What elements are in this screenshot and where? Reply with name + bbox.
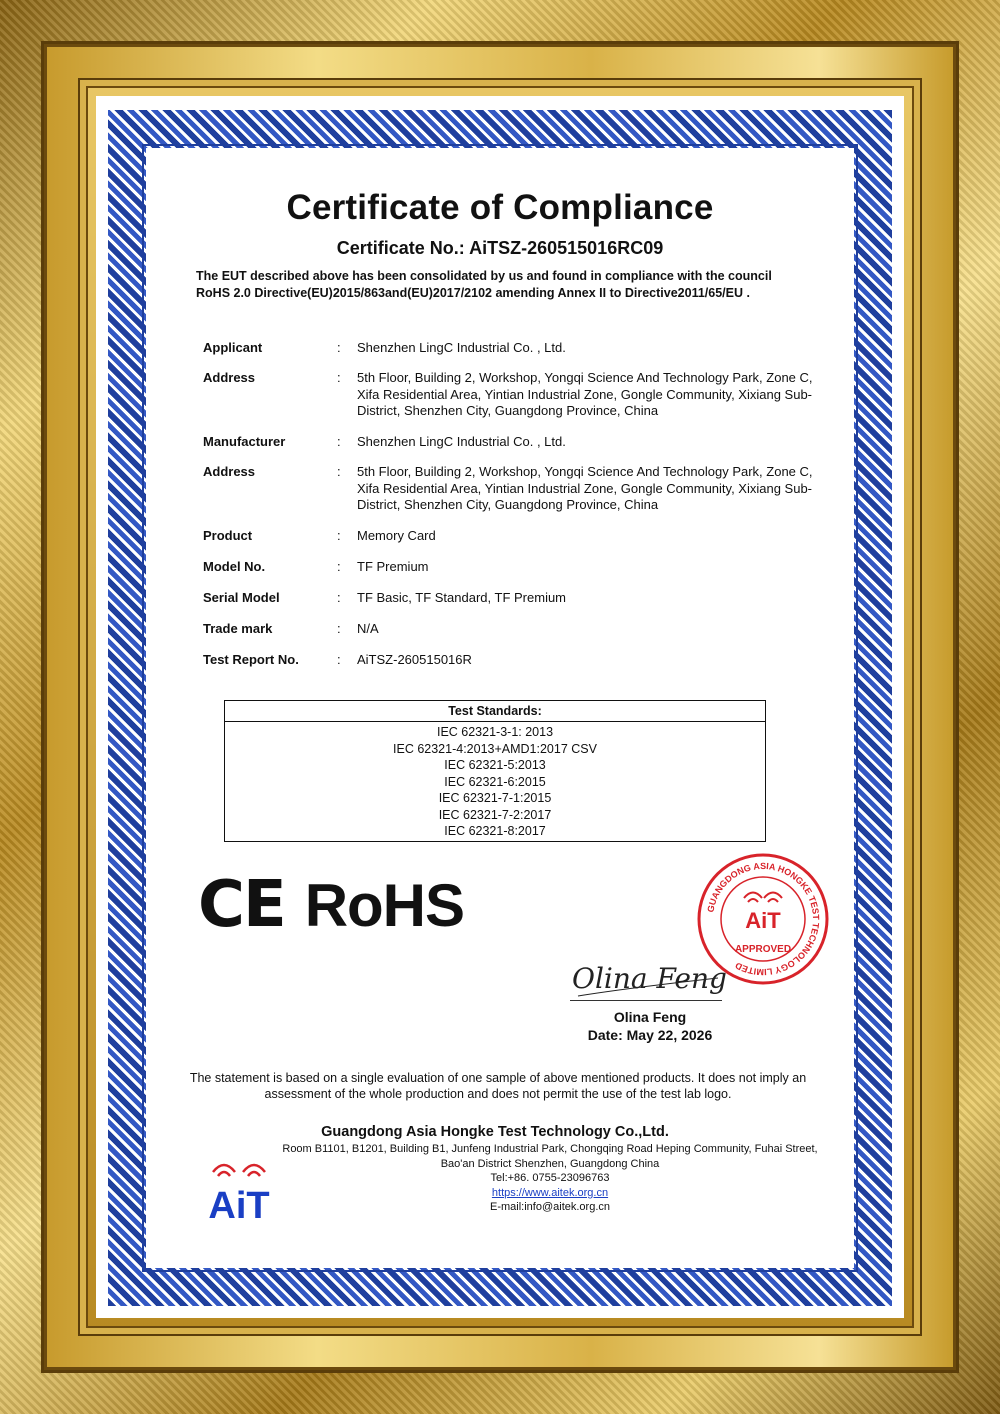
field-label: Manufacturer [203, 434, 286, 449]
field-label: Product [203, 528, 253, 543]
standard-item: IEC 62321-7-1:2015 [438, 791, 552, 805]
field-label: Applicant [203, 340, 263, 355]
signer-name: Olina Feng [613, 1009, 687, 1025]
rohs-mark: RoHS [304, 871, 465, 939]
field-value: 5th Floor, Building 2, Workshop, Yongqi Science And Technology Park, Zone C, Xifa Residential Area, Yintian Industrial Zone, Gongle Community, Xixiang Sub-District, Shenzhen City, Guangdong Province, China [357, 464, 813, 512]
ait-logo-text: AiT [208, 1185, 270, 1226]
standard-item: IEC 62321-5:2013 [444, 758, 546, 772]
certificate-title: Certificate of Compliance [286, 188, 714, 227]
field-value: 5th Floor, Building 2, Workshop, Yongqi Science And Technology Park, Zone C, Xifa Residential Area, Yintian Industrial Zone, Gongle Community, Xixiang Sub-District, Shenzhen City, Guangdong Province, China [357, 370, 813, 418]
field-value: N/A [357, 621, 379, 636]
signature-line [570, 1000, 722, 1001]
lab-tel: Tel:+86. 0755-23096763 [490, 1172, 610, 1184]
field-label: Address [203, 370, 256, 385]
stamp-ring-text: GUANGDONG ASIA HONGKE TEST TECHNOLOGY LIMITED [705, 860, 822, 978]
field-colon: : [337, 464, 341, 479]
field-serial-model [203, 590, 823, 621]
compliance-statement: The EUT described above has been consolidated by us and found in compliance with the council RoHS 2.0 Directive(EU)2015/863and(EU)2017/2102 amending Annex II to Directive2011/65/EU . [196, 269, 772, 300]
field-label: Trade mark [203, 621, 273, 636]
field-value: Shenzhen LingC Industrial Co. , Ltd. [357, 434, 566, 449]
certificate-content [150, 150, 850, 1260]
field-colon: : [337, 621, 341, 636]
field-value: TF Basic, TF Standard, TF Premium [357, 590, 567, 605]
field-colon: : [337, 559, 341, 574]
field-value: Shenzhen LingC Industrial Co. , Ltd. [357, 340, 566, 355]
field-colon: : [337, 370, 341, 385]
handwritten-signature-icon [568, 948, 728, 1008]
field-applicant-address [203, 370, 823, 434]
field-label: Serial Model [203, 590, 280, 605]
field-label: Address [203, 464, 256, 479]
ait-logo-icon [196, 1156, 282, 1226]
ce-mark: CE [198, 868, 285, 942]
certification-marks [198, 870, 464, 940]
stamp-logo-text: AiT [745, 908, 781, 933]
field-applicant [203, 340, 823, 370]
lab-contact-block [280, 1142, 820, 1215]
standard-item: IEC 62321-4:2013+AMD1:2017 CSV [393, 741, 597, 756]
field-colon: : [337, 590, 341, 605]
certificate-fields [203, 340, 823, 683]
lab-website-link[interactable]: https://www.aitek.org.cn [491, 1186, 609, 1199]
test-standards-list [225, 722, 765, 841]
lab-address: Room B1101, B1201, Building B1, Junfeng Industrial Park, Chongqing Road Heping Community, Fuhai Street, Bao'an District Shenzhen, Guangdong China [282, 1143, 818, 1170]
field-value: Memory Card [357, 528, 436, 543]
field-colon: : [337, 340, 341, 355]
field-manufacturer-address [203, 464, 823, 528]
lab-name: Guangdong Asia Hongke Test Technology Co.,Ltd. [321, 1124, 669, 1140]
signature-date: Date: May 22, 2026 [587, 1027, 713, 1043]
field-colon: : [337, 434, 341, 449]
field-value: AiTSZ-260515016R [357, 652, 472, 667]
field-value: TF Premium [357, 559, 429, 574]
field-product [203, 528, 823, 559]
field-label: Model No. [203, 559, 266, 574]
standard-item: IEC 62321-8:2017 [444, 824, 546, 838]
test-standards-table [224, 700, 766, 842]
field-test-report-no [203, 652, 823, 683]
stamp-approved-text: APPROVED [734, 944, 792, 955]
field-colon: : [337, 528, 341, 543]
field-label: Test Report No. [203, 652, 299, 667]
signature-script: Olina Feng [572, 962, 727, 995]
disclaimer-statement: The statement is based on a single evaluation of one sample of above mentioned products. It does not imply an assessment of the whole production and does not permit the use of the test lab logo. [189, 1071, 807, 1101]
field-manufacturer [203, 434, 823, 464]
field-colon: : [337, 652, 341, 667]
certificate-number: Certificate No.: AiTSZ-260515016RC09 [336, 238, 664, 258]
signer-block [550, 1008, 750, 1044]
standard-item: IEC 62321-7-2:2017 [438, 807, 552, 822]
test-standards-heading: Test Standards: [225, 701, 765, 722]
standard-item: IEC 62321-6:2015 [444, 774, 546, 789]
standard-item: IEC 62321-3-1: 2013 [436, 725, 554, 739]
lab-email: E-mail:info@aitek.org.cn [490, 1201, 610, 1213]
field-model-no [203, 559, 823, 590]
field-trade-mark [203, 621, 823, 652]
